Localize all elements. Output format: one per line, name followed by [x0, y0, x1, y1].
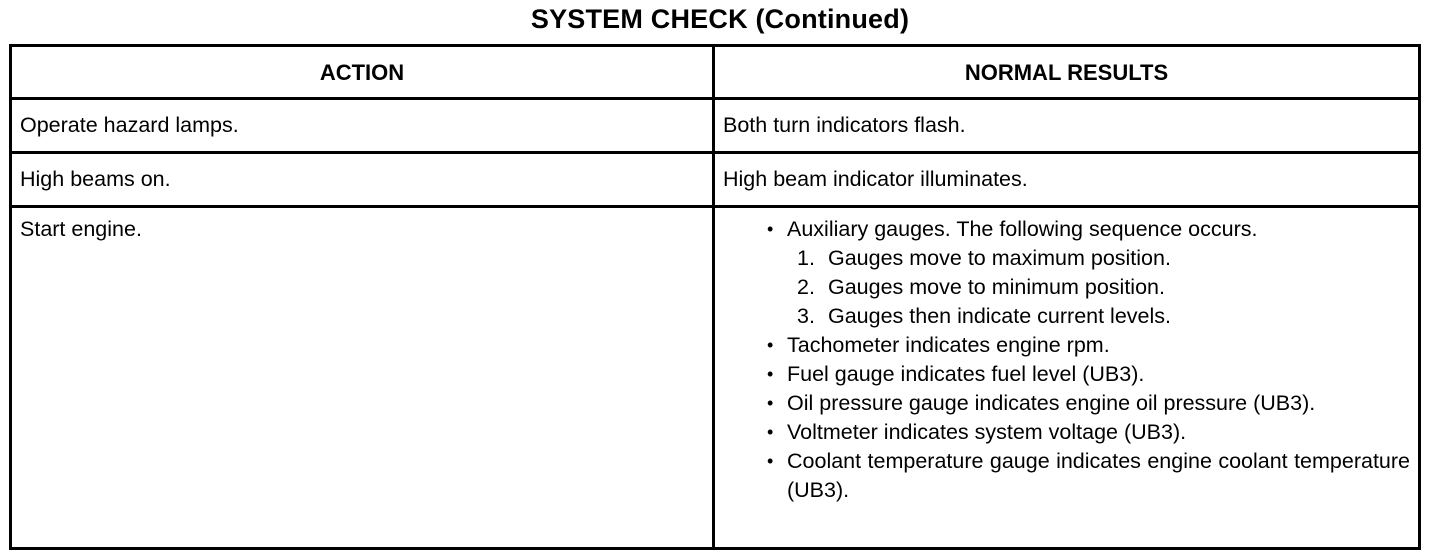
result-text: Both turn indicators flash.	[723, 113, 966, 137]
action-cell	[11, 207, 714, 549]
result-text: Tachometer indicates engine rpm.	[787, 333, 1110, 357]
result-cell	[714, 153, 1420, 207]
list-item	[763, 331, 1410, 360]
result-text: High beam indicator illuminates.	[723, 167, 1028, 191]
list-item	[763, 447, 1410, 505]
action-text: Operate hazard lamps.	[20, 113, 239, 137]
bullet-icon: •	[767, 335, 774, 355]
bullet-icon: •	[767, 451, 774, 471]
action-cell	[11, 153, 714, 207]
table-row	[11, 99, 1420, 153]
list-item	[763, 389, 1410, 418]
normal-results-column-header: NORMAL RESULTS	[714, 46, 1420, 99]
sequence-step	[797, 273, 1410, 302]
step-number: 1.	[797, 246, 815, 270]
step-text: Gauges move to maximum position.	[828, 246, 1171, 270]
gauge-sequence-list	[787, 244, 1410, 331]
result-text: Voltmeter indicates system voltage (UB3).	[787, 420, 1187, 444]
action-column-header: ACTION	[11, 46, 714, 99]
step-number: 2.	[797, 275, 815, 299]
action-cell	[11, 99, 714, 153]
table-row	[11, 207, 1420, 549]
action-text: High beams on.	[20, 167, 171, 191]
result-text: Fuel gauge indicates fuel level (UB3).	[787, 362, 1145, 386]
result-cell	[714, 207, 1420, 549]
result-text: Oil pressure gauge indicates engine oil pressure (UB3).	[787, 391, 1316, 415]
system-check-table	[9, 44, 1421, 550]
result-text: Coolant temperature gauge indicates engine coolant temperature (UB3).	[787, 449, 1410, 502]
result-text: Auxiliary gauges. The following sequence occurs.	[787, 217, 1258, 241]
bullet-icon: •	[767, 422, 774, 442]
table-row	[11, 153, 1420, 207]
bullet-icon: •	[767, 219, 774, 239]
step-text: Gauges move to minimum position.	[828, 275, 1165, 299]
step-number: 3.	[797, 304, 815, 328]
list-item	[763, 418, 1410, 447]
list-item	[763, 360, 1410, 389]
step-text: Gauges then indicate current levels.	[828, 304, 1172, 328]
results-list	[723, 215, 1410, 505]
table-header-row	[11, 46, 1420, 99]
action-text: Start engine.	[20, 217, 142, 241]
result-cell	[714, 99, 1420, 153]
sequence-step	[797, 302, 1410, 331]
list-item	[763, 215, 1410, 331]
page-title: SYSTEM CHECK (Continued)	[530, 4, 910, 34]
sequence-step	[797, 244, 1410, 273]
bullet-icon: •	[767, 393, 774, 413]
bullet-icon: •	[767, 364, 774, 384]
